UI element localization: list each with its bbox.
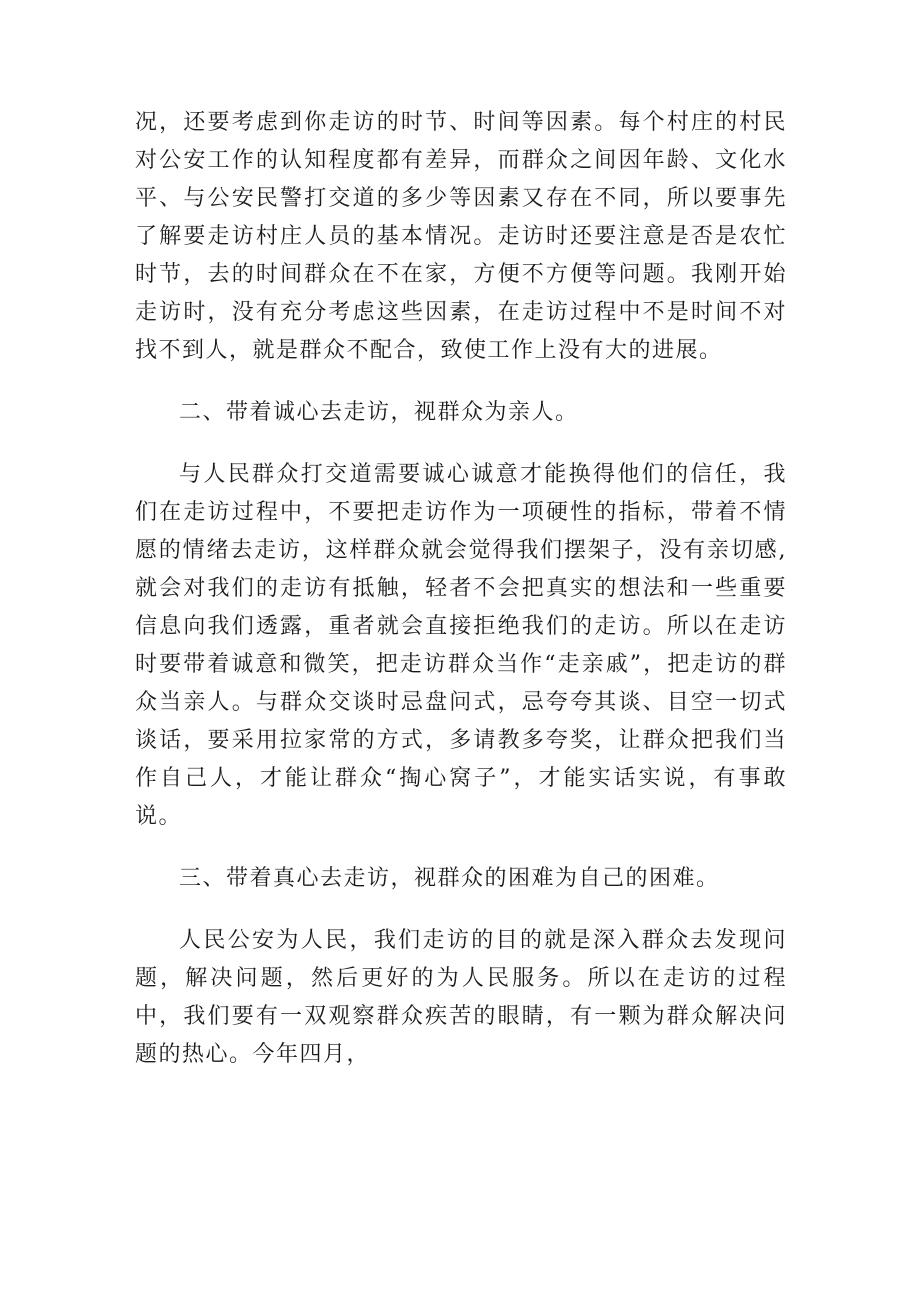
paragraph-2: 与人民群众打交道需要诚心诚意才能换得他们的信任，我们在走访过程中，不要把走访作为一项硬性的指标，带着不情愿的情绪去走访，这样群众就会觉得我们摆架子，没有亲切感,就会对我们的走访有抵触，轻者不会把真实的想法和一些重要信息向我们透露，重者就会直接拒绝我们的走访。所以在走访时要带着诚意和微笑，把走访群众当作“走亲戚”，把走访的群众当亲人。与群众交谈时忌盘问式，忌夸夸其谈、目空一切式谈话，要采用拉家常的方式，多请教多夸奖，让群众把我们当作自己人，才能让群众“掏心窝子”，才能实话实说，有事敢说。	[135, 462, 787, 829]
document-body	[135, 104, 787, 1098]
section-heading-3: 三、带着真心去走访，视群众的困难为自己的困难。	[179, 866, 720, 891]
section-heading-2: 二、带着诚心去走访，视群众为亲人。	[179, 400, 579, 425]
paragraph-3: 人民公安为人民，我们走访的目的就是深入群众去发现问题，解决问题，然后更好的为人民服务。所以在走访的过程中，我们要有一双观察群众疾苦的眼睛，有一颗为群众解决问题的热心。今年四月，	[135, 928, 787, 1067]
paragraph-continued: 况，还要考虑到你走访的时节、时间等因素。每个村庄的村民对公安工作的认知程度都有差异，而群众之间因年龄、文化水平、与公安民警打交道的多少等因素又存在不同，所以要事先了解要走访村庄人员的基本情况。走访时还要注意是否是农忙时节，去的时间群众在不在家，方便不方便等问题。我刚开始走访时，没有充分考虑这些因素，在走访过程中不是时间不对找不到人，就是群众不配合，致使工作上没有大的进展。	[135, 110, 787, 363]
